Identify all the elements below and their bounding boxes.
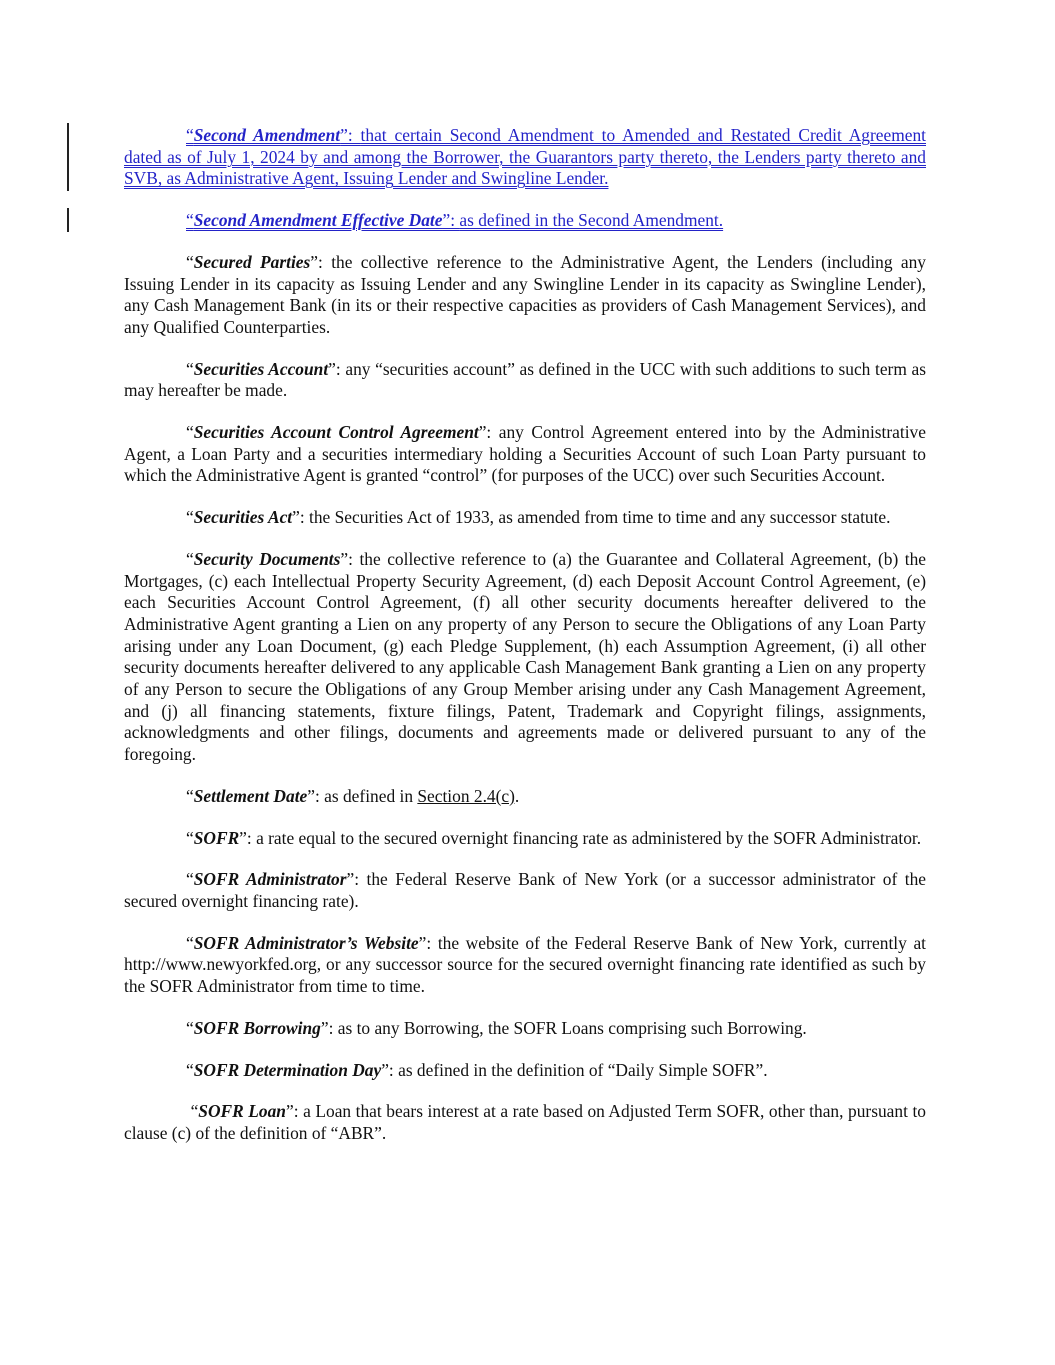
definition-text: as defined in the definition of “Daily Simple SOFR”.	[398, 1059, 768, 1080]
definition-sofr-administrator	[124, 869, 926, 912]
definition-text: the Securities Act of 1933, as amended from time to time and any successor statute.	[309, 507, 891, 528]
term-separator: ”:	[442, 210, 460, 231]
term-separator: ”:	[239, 827, 257, 848]
definition-sofr-loan	[124, 1101, 926, 1144]
open-quote: “	[186, 785, 194, 806]
term-separator: ”:	[328, 358, 346, 379]
defined-term: SOFR Determination Day	[193, 1059, 382, 1080]
open-quote: “	[186, 932, 194, 953]
open-quote: “	[186, 251, 194, 272]
term-separator: ”:	[320, 1017, 338, 1038]
definition-text: the collective reference to (a) the Guarantee and Collateral Agreement, (b) the Mortgages, (c) each Intellectual Property Security Agreement, (d) each Deposit Account Control Agreement, (e) each Securities Account Control Agreement, (f) all other security documents hereafter delivered to the Administrative Agent granting a Lien on any property of any Person to secure the Obligations of any Loan Party arising under any Loan Document, (g) each Pledge Supplement, (h) each Assumption Agreement, (i) all other security documents hereafter delivered to any applicable Cash Management Bank granting a Lien on any property of any Person to secure the Obligations of any Group Member arising under any Cash Management Agreement, and (j) all financing statements, fixture filings, Patent, Trademark and Copyright filings, assignments, acknowledgments and other filings, documents and agreements made or delivered pursuant to any of the foregoing.	[124, 548, 926, 765]
open-quote: “	[186, 548, 194, 569]
term-separator: ”:	[346, 869, 367, 890]
definition-tail: .	[514, 785, 520, 806]
definition-text: that certain Second Amendment to Amended and Restated Credit Agreement dated as of July 1, 2024 by and among the Borrower, the Guarantors party thereto, the Lenders party thereto and SVB, as Administrative Agent, Issuing Lender and Swingline Lender.	[124, 125, 926, 189]
definition-securities-account-control-agreement	[124, 422, 926, 487]
defined-term: SOFR Loan	[198, 1101, 286, 1122]
definition-text: as to any Borrowing, the SOFR Loans comprising such Borrowing.	[337, 1017, 807, 1038]
term-separator: ”:	[307, 785, 325, 806]
term-separator: ”:	[381, 1059, 399, 1080]
defined-term: SOFR Borrowing	[193, 1017, 321, 1038]
defined-term: Second Amendment Effective Date	[193, 210, 443, 231]
defined-term: Secured Parties	[193, 251, 311, 272]
open-quote: “	[186, 125, 194, 145]
defined-term: Settlement Date	[193, 785, 308, 806]
definition-text: as defined in the Second Amendment.	[459, 210, 724, 231]
open-quote: “	[186, 210, 194, 231]
definition-text: the website of the Federal Reserve Bank of New York, currently at http://www.newyorkfed.org, or any successor source for the secured overnight financing rate identified as such by the SOFR Administrator from time to time.	[124, 932, 927, 997]
defined-term: SOFR	[193, 827, 240, 848]
definition-sofr	[124, 828, 926, 850]
definition-text: as defined in	[324, 785, 418, 806]
definition-secured-parties	[124, 252, 926, 339]
definition-securities-account	[124, 359, 926, 402]
definition-text: a rate equal to the secured overnight financing rate as administered by the SOFR Administrator.	[256, 827, 922, 848]
definition-securities-act	[124, 507, 926, 529]
definition-text: the Federal Reserve Bank of New York (or a successor administrator of the secured overnight financing rate).	[124, 869, 926, 911]
term-separator: ”:	[292, 507, 310, 528]
definition-settlement-date	[124, 786, 926, 808]
defined-term: Securities Account Control Agreement	[193, 422, 479, 443]
defined-term: Securities Account	[193, 358, 329, 379]
term-separator: ”:	[310, 251, 332, 272]
definition-text: any “securities account” as defined in the UCC with such additions to such term as may hereafter be made.	[124, 358, 926, 401]
open-quote: “	[186, 1059, 194, 1080]
document-page	[124, 125, 926, 1165]
definition-sofr-administrators-website	[124, 933, 926, 998]
definition-text: a Loan that bears interest at a rate based on Adjusted Term SOFR, other than, pursuant to clause (c) of the definition of “ABR”.	[124, 1101, 926, 1143]
definition-second-amendment-effective-date	[124, 210, 926, 232]
open-quote: “	[186, 507, 194, 528]
revision-change-bar	[67, 123, 69, 191]
revision-change-bar	[67, 208, 69, 232]
definition-second-amendment	[124, 125, 926, 190]
term-separator: ”:	[340, 548, 360, 569]
defined-term: SOFR Administrator’s Website	[193, 932, 419, 953]
defined-term: Security Documents	[193, 548, 341, 569]
defined-term: Second Amendment	[193, 125, 341, 145]
open-quote: “	[186, 358, 194, 379]
term-separator: ”:	[418, 932, 438, 953]
section-reference-link[interactable]: Section 2.4(c)	[417, 785, 515, 806]
definition-security-documents	[124, 549, 926, 766]
term-separator: ”:	[478, 422, 499, 443]
defined-term: SOFR Administrator	[193, 869, 347, 890]
term-separator: ”:	[285, 1101, 304, 1122]
defined-term: Securities Act	[193, 507, 293, 528]
open-quote: “	[186, 422, 194, 443]
open-quote: “	[186, 869, 194, 890]
open-quote: “	[190, 1101, 199, 1122]
open-quote: “	[186, 1017, 194, 1038]
open-quote: “	[186, 827, 194, 848]
definition-text: any Control Agreement entered into by the Administrative Agent, a Loan Party and a securities intermediary holding a Securities Account of such Loan Party pursuant to which the Administrative Agent is granted “control” (for purposes of the UCC) over such Securities Account.	[124, 422, 926, 486]
definition-sofr-borrowing	[124, 1018, 926, 1040]
definition-text: the collective reference to the Administrative Agent, the Lenders (including any Issuing Lender in its capacity as Issuing Lender and any Swingline Lender in its capacity as Swingline Lender), any Cash Management Bank (in its or their respective capacities as providers of Cash Management Services), and any Qualified Counterparties.	[124, 251, 927, 337]
definition-sofr-determination-day	[124, 1060, 926, 1082]
term-separator: ”:	[340, 125, 361, 145]
